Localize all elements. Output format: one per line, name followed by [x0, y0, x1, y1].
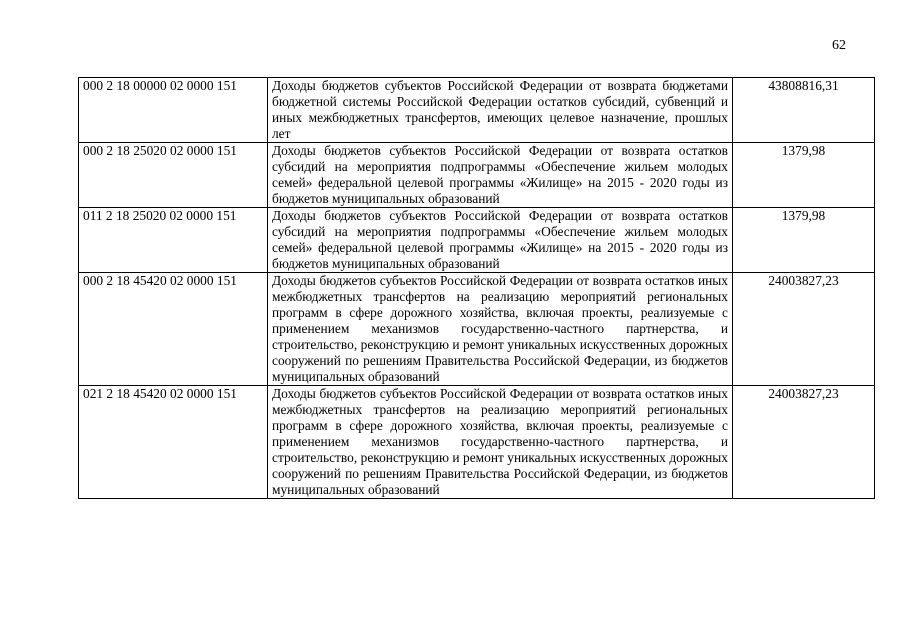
- budget-code-cell: 011 2 18 25020 02 0000 151: [79, 208, 268, 273]
- amount-cell: 1379,98: [733, 143, 875, 208]
- page-number: 62: [832, 38, 846, 53]
- amount-cell: 1379,98: [733, 208, 875, 273]
- budget-code-cell: 021 2 18 45420 02 0000 151: [79, 386, 268, 499]
- budget-code-cell: 000 2 18 00000 02 0000 151: [79, 78, 268, 143]
- description-cell: Доходы бюджетов субъектов Российской Федерации от возврата остатков иных межбюджетных трансфертов на реализацию мероприятий региональных программ в сфере дорожного хозяйства, включая проекты, реализуемые с применением механизмов государственно-частного партнерства, и строительство, реконструкцию и ремонт уникальных искусственных дорожных сооружений по решениям Правительства Российской Федерации, из бюджетов муниципальных образований: [268, 386, 733, 499]
- description-cell: Доходы бюджетов субъектов Российской Федерации от возврата остатков иных межбюджетных трансфертов на реализацию мероприятий региональных программ в сфере дорожного хозяйства, включая проекты, реализуемые с применением механизмов государственно-частного партнерства, и строительство, реконструкцию и ремонт уникальных искусственных дорожных сооружений по решениям Правительства Российской Федерации, из бюджетов муниципальных образований: [268, 273, 733, 386]
- description-cell: Доходы бюджетов субъектов Российской Федерации от возврата остатков субсидий на мероприятия подпрограммы «Обеспечение жильем молодых семей» федеральной целевой программы «Жилище» на 2015 - 2020 годы из бюджетов муниципальных образований: [268, 143, 733, 208]
- amount-cell: 43808816,31: [733, 78, 875, 143]
- table-row: [79, 208, 875, 273]
- table-row: [79, 273, 875, 386]
- table-row: [79, 386, 875, 499]
- description-cell: Доходы бюджетов субъектов Российской Федерации от возврата бюджетами бюджетной системы Российской Федерации остатков субсидий, субвенций и иных межбюджетных трансфертов, имеющих целевое назначение, прошлых лет: [268, 78, 733, 143]
- amount-cell: 24003827,23: [733, 273, 875, 386]
- table-row: [79, 143, 875, 208]
- budget-code-cell: 000 2 18 25020 02 0000 151: [79, 143, 268, 208]
- amount-cell: 24003827,23: [733, 386, 875, 499]
- table-row: [79, 78, 875, 143]
- description-cell: Доходы бюджетов субъектов Российской Федерации от возврата остатков субсидий на мероприятия подпрограммы «Обеспечение жильем молодых семей» федеральной целевой программы «Жилище» на 2015 - 2020 годы из бюджетов муниципальных образований: [268, 208, 733, 273]
- budget-code-cell: 000 2 18 45420 02 0000 151: [79, 273, 268, 386]
- budget-revenue-table: [78, 77, 875, 499]
